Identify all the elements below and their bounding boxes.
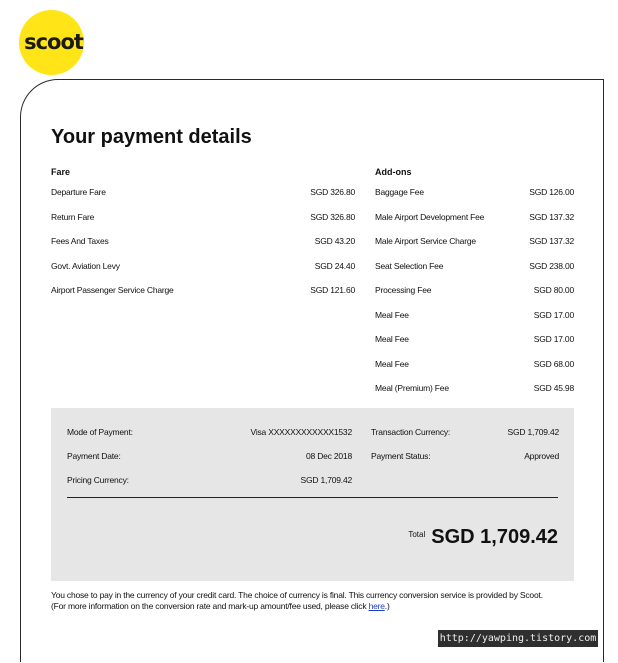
note-line-2-prefix: (For more information on the conversion rate and mark-up amount/fee used, please click (51, 601, 369, 611)
addon-label: Male Airport Service Charge (375, 236, 476, 246)
fare-value: SGD 43.20 (314, 236, 355, 246)
fare-value: SGD 121.60 (310, 285, 355, 295)
page-title: Your payment details (51, 126, 252, 148)
addon-row (375, 235, 574, 260)
addon-row (375, 358, 574, 383)
summary-divider (67, 497, 558, 498)
addon-label: Meal Fee (375, 358, 409, 369)
addon-value: SGD 45.98 (533, 383, 574, 393)
addon-row (375, 211, 574, 236)
here-link[interactable]: here (368, 601, 385, 611)
payment-value: 08 Dec 2018 (305, 451, 352, 461)
payment-row (67, 450, 352, 474)
addons-section (375, 166, 574, 407)
fare-row (51, 284, 355, 309)
fare-row (51, 260, 355, 285)
addon-row (375, 333, 574, 358)
payment-row (67, 474, 352, 498)
addon-label: Meal (Premium) Fee (375, 383, 449, 393)
addon-value: SGD 238.00 (529, 260, 574, 271)
payment-label: Payment Status: (371, 451, 431, 461)
payment-info-left (67, 426, 352, 498)
note-line-2 (51, 601, 591, 612)
payment-value: SGD 1,709.42 (507, 427, 559, 437)
payment-row (67, 426, 352, 450)
payment-value: SGD 1,709.42 (300, 475, 352, 485)
payment-row (371, 426, 559, 450)
fare-section (51, 166, 355, 309)
note-line-2-suffix: .) (384, 601, 390, 611)
total-value: SGD 1,709.42 (431, 526, 558, 548)
addon-row (375, 382, 574, 407)
fare-label: Airport Passenger Service Charge (51, 285, 174, 295)
addon-label: Meal Fee (375, 309, 409, 320)
fare-label: Fees And Taxes (51, 236, 109, 246)
fare-label: Govt. Aviation Levy (51, 260, 120, 271)
fare-row (51, 211, 355, 236)
fare-label: Departure Fare (51, 187, 106, 197)
payment-label: Transaction Currency: (371, 427, 451, 437)
payment-row (371, 450, 559, 474)
addon-label: Processing Fee (375, 285, 432, 295)
addon-label: Male Airport Development Fee (375, 211, 485, 222)
addon-label: Seat Selection Fee (375, 260, 444, 271)
addon-value: SGD 137.32 (529, 211, 574, 222)
addon-label: Meal Fee (375, 334, 409, 344)
payment-label: Mode of Payment: (67, 427, 133, 437)
payment-value: Visa XXXXXXXXXXXX1532 (250, 427, 352, 437)
addon-value: SGD 137.32 (529, 236, 574, 246)
logo-text: scoot (24, 29, 83, 54)
addon-value: SGD 17.00 (533, 334, 574, 344)
fare-label: Return Fare (51, 211, 95, 222)
fare-row (51, 235, 355, 260)
watermark: http://yawping.tistory.com (438, 630, 598, 647)
fare-heading: Fare (51, 167, 71, 177)
addon-row (375, 186, 574, 211)
addon-value: SGD 126.00 (529, 187, 574, 197)
addon-value: SGD 17.00 (533, 309, 574, 320)
addons-heading: Add-ons (375, 167, 412, 177)
currency-note (51, 590, 591, 612)
payment-label: Payment Date: (67, 451, 121, 461)
payment-summary-box (51, 408, 574, 581)
addon-row (375, 309, 574, 334)
addon-value: SGD 80.00 (533, 285, 574, 295)
payment-info-right (371, 426, 559, 474)
fare-value: SGD 24.40 (314, 260, 355, 271)
fare-value: SGD 326.80 (310, 211, 355, 222)
fare-row (51, 186, 355, 211)
fare-value: SGD 326.80 (310, 187, 355, 197)
scoot-logo (19, 10, 84, 75)
total-amount (408, 526, 558, 549)
payment-value: Approved (524, 451, 559, 461)
addon-row (375, 284, 574, 309)
addon-value: SGD 68.00 (533, 358, 574, 369)
payment-label: Pricing Currency: (67, 475, 129, 485)
total-label: Total (408, 530, 426, 539)
addon-row (375, 260, 574, 285)
note-line-1: You chose to pay in the currency of your credit card. The choice of currency is final. This currency conversion service is provided by Scoot. (51, 590, 543, 600)
addon-label: Baggage Fee (375, 187, 424, 197)
